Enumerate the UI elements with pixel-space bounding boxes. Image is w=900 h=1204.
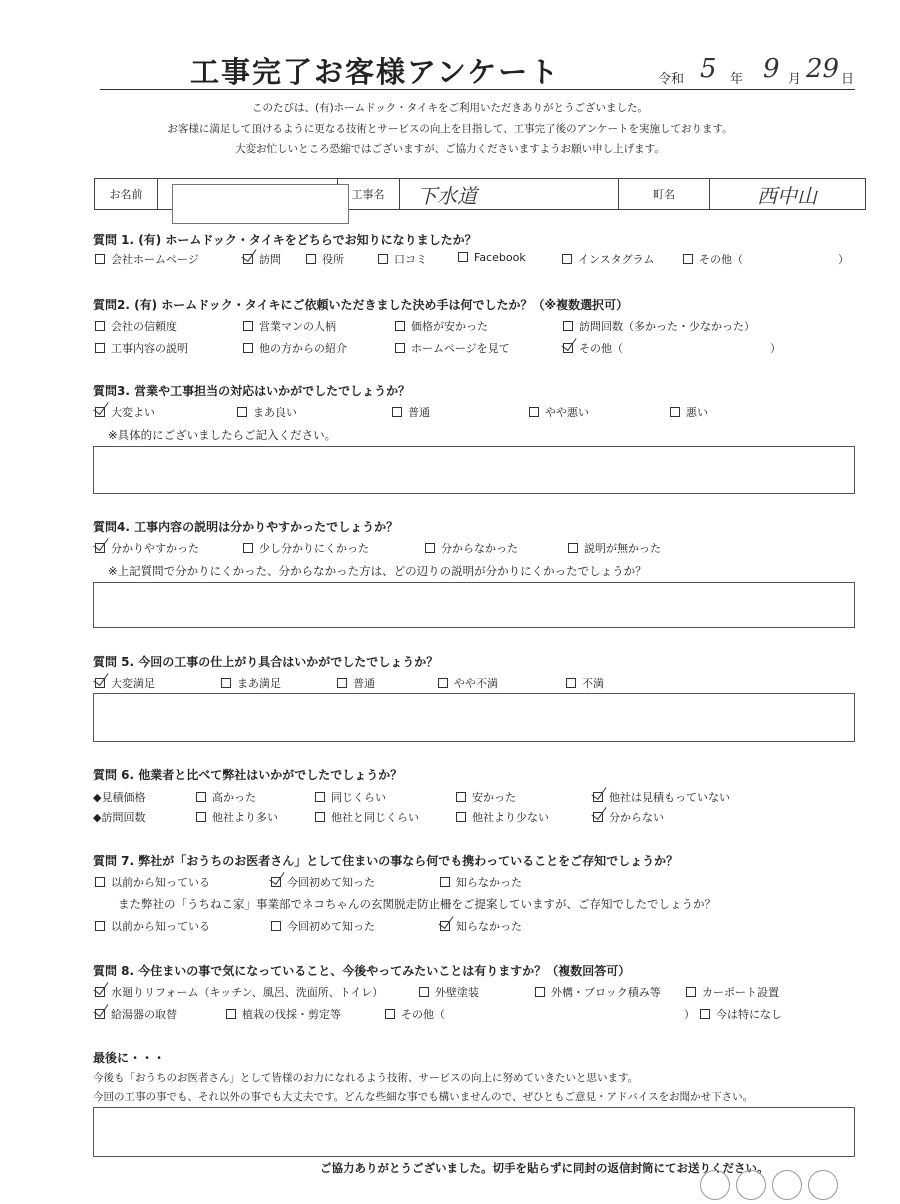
last-comment-box[interactable] <box>93 1107 855 1157</box>
q5-title: 質問 5. 今回の工事の仕上がり具合はいかがでしたでしょうか？ <box>93 655 439 669</box>
q6-row1-label: ◆見積価格 <box>93 791 146 804</box>
q1-option[interactable]: インスタグラム <box>562 251 655 267</box>
checkbox[interactable] <box>425 543 435 553</box>
q4-option[interactable]: 説明が無かった <box>568 540 661 556</box>
q1-option[interactable]: 会社ホームページ <box>95 251 199 267</box>
last-line-1: 今後も「おうちのお医者さん」として皆様のお力になれるよう技術、サービスの向上に努めていきたいと思います。 <box>93 1072 639 1084</box>
q5-option[interactable]: やや不満 <box>438 675 498 691</box>
checkbox[interactable] <box>440 877 450 887</box>
checkbox-checked[interactable] <box>95 407 105 417</box>
q8-option[interactable]: 植栽の伐採・剪定等 <box>226 1006 341 1022</box>
title-underline <box>100 89 855 90</box>
q3-option[interactable]: 悪い <box>670 404 708 420</box>
work-label: 工事名 <box>337 179 400 209</box>
q2-option-other[interactable]: その他（ <box>563 340 623 356</box>
q4-title: 質問4. 工事内容の説明は分かりやすかったでしょうか？ <box>93 520 399 534</box>
stamp-icon <box>736 1170 766 1200</box>
q5-option[interactable]: 不満 <box>566 675 604 691</box>
q2-option[interactable]: 他の方からの紹介 <box>243 340 347 356</box>
intro-line-3: 大変お忙しいところ恐縮ではございますが、ご協力くださいますようお願い申し上げます。 <box>235 143 665 155</box>
checkbox[interactable] <box>456 792 466 802</box>
checkbox-checked[interactable] <box>95 1009 105 1019</box>
checkbox[interactable] <box>243 321 253 331</box>
q6-option[interactable]: 高かった <box>196 789 256 805</box>
checkbox-checked[interactable] <box>440 921 450 931</box>
q3-option[interactable]: まあ良い <box>237 404 297 420</box>
q2-option[interactable]: ホームページを見て <box>395 340 510 356</box>
q2-option[interactable]: 訪問回数（多かった・少なかった） <box>563 318 755 334</box>
checkbox-checked[interactable] <box>271 877 281 887</box>
q6-option[interactable]: 同じくらい <box>315 789 386 805</box>
town-label: 町名 <box>619 179 710 209</box>
checkbox[interactable] <box>686 987 696 997</box>
checkbox[interactable] <box>243 343 253 353</box>
q8-option[interactable]: 外壁塗装 <box>419 984 479 1000</box>
checkbox-checked[interactable] <box>243 254 253 264</box>
footer-note: ご協力ありがとうございました。切手を貼らずに同封の返信封筒にてお送りください。 <box>320 1161 769 1175</box>
checkbox[interactable] <box>226 1009 236 1019</box>
q2-option[interactable]: 営業マンの人柄 <box>243 318 336 334</box>
q2-other-close: ） <box>770 342 781 355</box>
checkbox[interactable] <box>395 321 405 331</box>
checkbox[interactable] <box>529 407 539 417</box>
q7-option[interactable]: 以前から知っている <box>95 874 210 890</box>
checkbox-checked[interactable] <box>95 678 105 688</box>
q2-option[interactable]: 会社の信頼度 <box>95 318 177 334</box>
q7-sub-question: また弊社の「うちねこ家」事業部でネコちゃんの玄関脱走防止柵をご提案していますが、ご存知でしたでしょうか？ <box>118 897 716 911</box>
date-era: 令和 <box>658 72 685 87</box>
q8-option[interactable]: 外構・ブロック積み等 <box>535 984 661 1000</box>
checkbox[interactable] <box>271 921 281 931</box>
q8-option-other[interactable]: その他（ <box>385 1006 445 1022</box>
last-line-2: 今回の工事の事でも、それ以外の事でも大丈夫です。どんな些細な事でも構いませんので、ぜひともご意見・アドバイスをお聞かせ下さい。 <box>93 1091 754 1103</box>
checkbox[interactable] <box>196 812 206 822</box>
q6-row2-label: ◆訪問回数 <box>93 811 146 824</box>
q3-title: 質問3. 営業や工事担当の対応はいかがでしたでしょうか？ <box>93 384 411 398</box>
q3-option[interactable]: 大変よい <box>95 404 155 420</box>
q4-comment-box[interactable] <box>93 582 855 628</box>
checkbox[interactable] <box>683 254 693 264</box>
checkbox[interactable] <box>566 678 576 688</box>
q8-option[interactable]: 給湯器の取替 <box>95 1006 177 1022</box>
stamp-marks <box>700 1170 844 1204</box>
q6-option[interactable]: 他社より多い <box>196 809 278 825</box>
checkbox[interactable] <box>568 543 578 553</box>
q5-option[interactable]: 普通 <box>337 675 375 691</box>
q4-option[interactable]: 少し分かりにくかった <box>243 540 369 556</box>
q3-option[interactable]: 普通 <box>392 404 430 420</box>
q1-option[interactable]: 役所 <box>306 251 344 267</box>
checkbox[interactable] <box>221 678 231 688</box>
checkbox[interactable] <box>95 877 105 887</box>
q7-option[interactable]: 知らなかった <box>440 874 522 890</box>
q6-option[interactable]: 安かった <box>456 789 516 805</box>
name-label: お名前 <box>95 179 158 209</box>
q1-option[interactable]: 訪問 <box>243 251 281 267</box>
q8-option[interactable]: 水廻りリフォーム（キッチン、風呂、洗面所、トイレ） <box>95 984 383 1000</box>
q4-note: ※上記質問で分かりにくかった、分からなかった方は、どの辺りの説明が分かりにくかったでしょうか？ <box>108 564 647 578</box>
checkbox[interactable] <box>243 543 253 553</box>
checkbox[interactable] <box>378 254 388 264</box>
q2-option[interactable]: 価格が安かった <box>395 318 488 334</box>
q1-other-close: ） <box>838 253 849 266</box>
last-title: 最後に・・・ <box>93 1051 166 1065</box>
checkbox[interactable] <box>196 792 206 802</box>
q8-option[interactable]: カーポート設置 <box>686 984 779 1000</box>
checkbox-checked[interactable] <box>95 987 105 997</box>
intro-line-2: お客様に満足して頂けるように更なる技術とサービスの向上を目指して、工事完了後のアンケートを実施しております。 <box>167 123 733 135</box>
q1-title: 質問 1. (有) ホームドック・タイキをどちらでお知りになりましたか？ <box>93 233 477 247</box>
checkbox[interactable] <box>438 678 448 688</box>
checkbox-checked[interactable] <box>95 543 105 553</box>
q1-option[interactable]: Facebook <box>458 251 526 264</box>
checkbox-checked[interactable] <box>593 792 603 802</box>
q8-title: 質問 8. 今住まいの事で気になっていること、今後やってみたいことは有りますか？（複数回答可） <box>93 964 631 978</box>
date-month-handwritten: 9 <box>763 54 780 84</box>
q6-option[interactable]: 分からない <box>593 809 664 825</box>
checkbox-checked[interactable] <box>593 812 603 822</box>
q5-option[interactable]: 大変満足 <box>95 675 155 691</box>
checkbox[interactable] <box>385 1009 395 1019</box>
stamp-icon <box>700 1170 730 1200</box>
checkbox[interactable] <box>392 407 402 417</box>
q7-sub-option[interactable]: 今回初めて知った <box>271 918 375 934</box>
q8-other-close: ） <box>684 1008 695 1021</box>
stamp-icon <box>808 1170 838 1200</box>
q2-option[interactable]: 工事内容の説明 <box>95 340 188 356</box>
q3-note: ※具体的にございましたらご記入ください。 <box>108 428 337 442</box>
checkbox[interactable] <box>670 407 680 417</box>
q6-option[interactable]: 他社は見積もっていない <box>593 789 730 805</box>
checkbox[interactable] <box>535 987 545 997</box>
date-year-handwritten: 5 <box>700 54 717 84</box>
q4-option[interactable]: 分かりやすかった <box>95 540 199 556</box>
checkbox[interactable] <box>419 987 429 997</box>
checkbox[interactable] <box>395 343 405 353</box>
q8-option[interactable]: 今は特になし <box>700 1006 782 1022</box>
checkbox[interactable] <box>337 678 347 688</box>
stamp-icon <box>772 1170 802 1200</box>
q4-option[interactable]: 分からなかった <box>425 540 518 556</box>
q1-option[interactable]: 口コミ <box>378 251 427 267</box>
checkbox[interactable] <box>458 252 468 262</box>
q7-title: 質問 7. 弊社が「おうちのお医者さん」として住まいの事なら何でも携わっていることをご存知でしょうか？ <box>93 854 679 868</box>
checkbox[interactable] <box>563 321 573 331</box>
checkbox[interactable] <box>456 812 466 822</box>
q7-sub-option[interactable]: 以前から知っている <box>95 918 210 934</box>
q6-option[interactable]: 他社と同じくらい <box>315 809 419 825</box>
q6-option[interactable]: 他社より少ない <box>456 809 549 825</box>
work-field[interactable]: 下水道 <box>399 179 619 209</box>
q7-option[interactable]: 今回初めて知った <box>271 874 375 890</box>
date-year-unit: 年 <box>730 72 744 87</box>
checkbox[interactable] <box>95 321 105 331</box>
q1-option-other[interactable]: その他（ <box>683 251 743 267</box>
date-day-handwritten: 29 <box>806 54 840 84</box>
checkbox[interactable] <box>562 254 572 264</box>
intro-line-1: このたびは、(有)ホームドック・タイキをご利用いただきありがとうございました。 <box>251 102 649 114</box>
q2-title: 質問2. (有) ホームドック・タイキにご依頼いただきました決め手は何でしたか？（※複数選択可） <box>93 298 629 312</box>
town-field[interactable]: 西中山 <box>757 183 817 208</box>
checkbox[interactable] <box>306 254 316 264</box>
q6-title: 質問 6. 他業者と比べて弊社はいかがでしたでしょうか？ <box>93 768 403 782</box>
q5-option[interactable]: まあ満足 <box>221 675 281 691</box>
q5-comment-box[interactable] <box>93 693 855 742</box>
date-month-unit: 月 <box>788 72 802 87</box>
checkbox[interactable] <box>315 812 325 822</box>
checkbox[interactable] <box>95 254 105 264</box>
checkbox[interactable] <box>95 343 105 353</box>
q7-sub-option[interactable]: 知らなかった <box>440 918 522 934</box>
q3-option[interactable]: やや悪い <box>529 404 589 420</box>
q3-comment-box[interactable] <box>93 446 855 494</box>
checkbox[interactable] <box>700 1009 710 1019</box>
redaction-box <box>172 184 349 224</box>
date-day-unit: 日 <box>841 72 855 87</box>
checkbox[interactable] <box>237 407 247 417</box>
checkbox[interactable] <box>315 792 325 802</box>
form-title: 工事完了お客様アンケート <box>190 55 561 89</box>
checkbox-checked[interactable] <box>563 343 573 353</box>
checkbox[interactable] <box>95 921 105 931</box>
